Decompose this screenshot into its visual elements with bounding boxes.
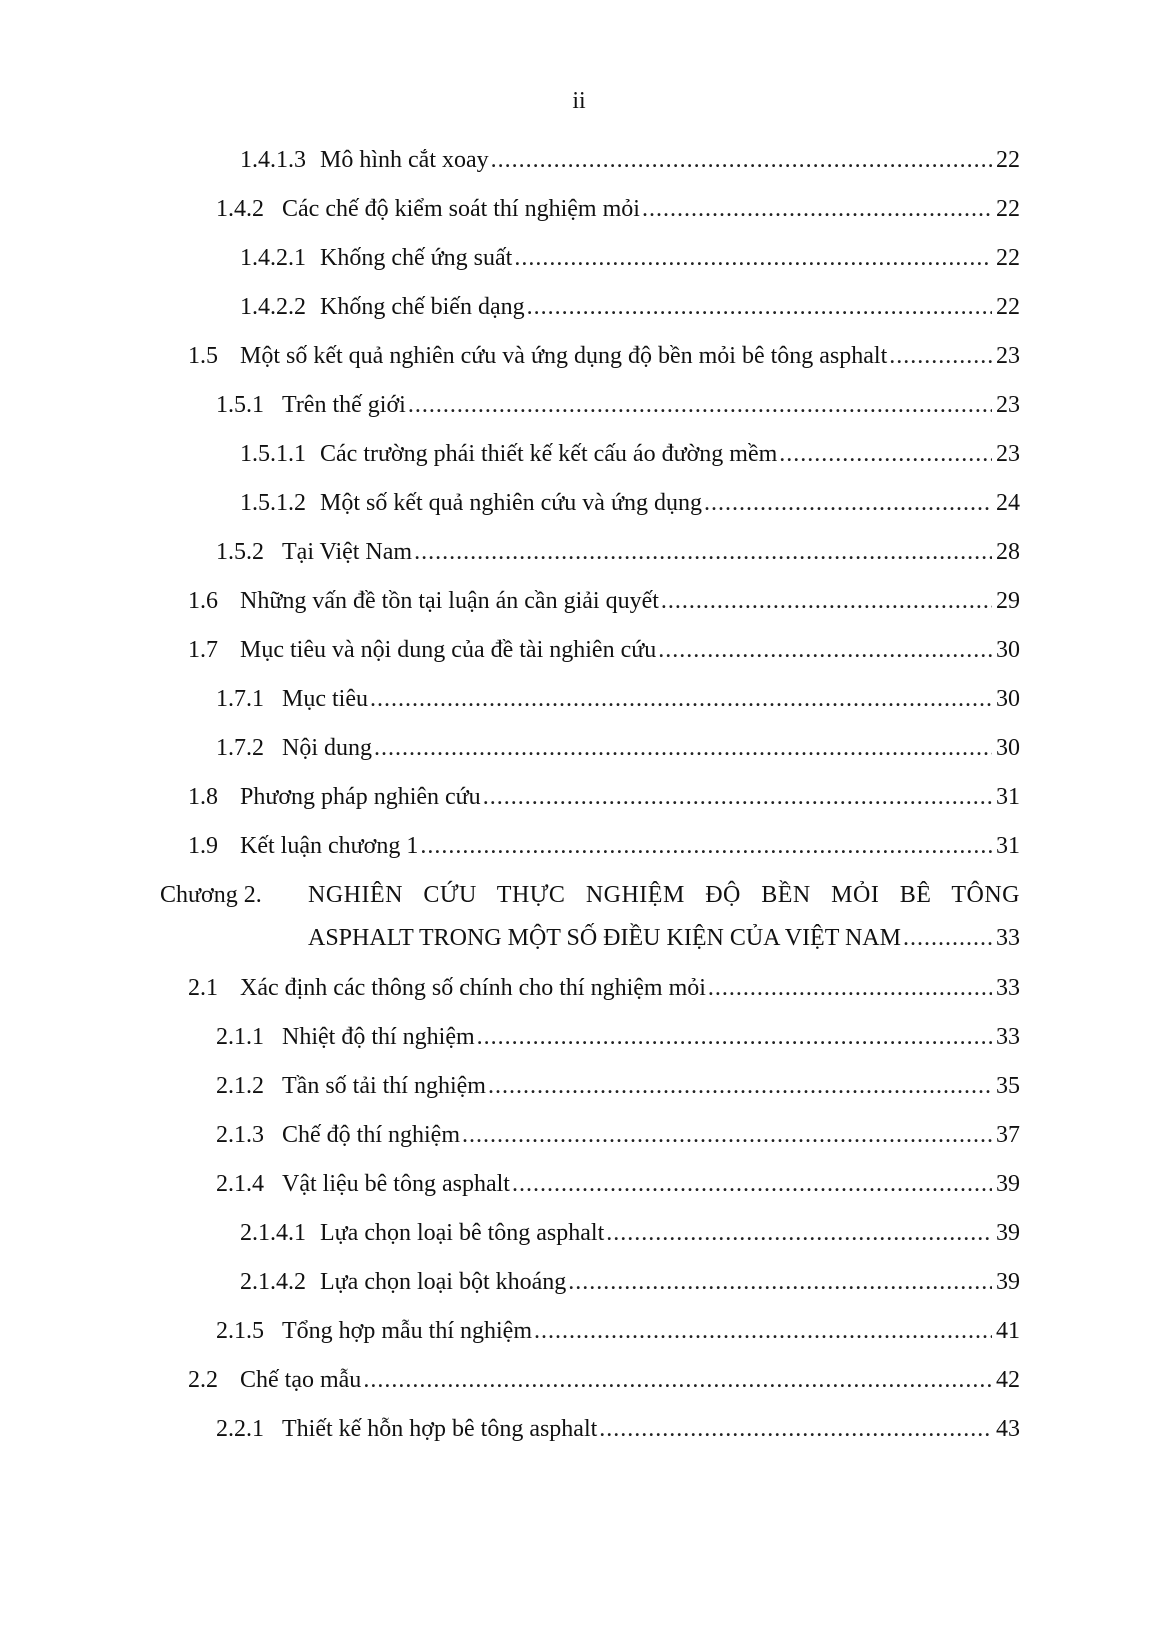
toc-entry-title: Các trường phái thiết kế kết cấu áo đường mềm [320,441,778,467]
toc-leader-dots [363,1360,992,1400]
toc-entry[interactable] [188,968,1020,1008]
toc-entry-number: 1.5.1.1 [240,441,306,467]
toc-leader-dots [534,1311,992,1351]
toc-entry-title: Trên thế giới [282,392,406,418]
toc-entry-number: 2.2 [188,1367,218,1393]
toc-entry-number: 1.8 [188,784,218,810]
toc-entry[interactable] [188,630,1020,670]
toc-entry-page: 41 [996,1318,1020,1344]
toc-entry-number: 1.4.2.1 [240,245,306,271]
toc-entry-title: Vật liệu bê tông asphalt [282,1171,510,1197]
toc-entry-title: Một số kết quả nghiên cứu và ứng dụng [320,490,702,516]
toc-entry[interactable] [188,336,1020,376]
toc-entry-page: 39 [996,1220,1020,1246]
toc-entry-page: 42 [996,1367,1020,1393]
toc-entry-title: Chế tạo mẫu [240,1367,362,1393]
toc-entry-title: Chế độ thí nghiệm [282,1122,460,1148]
toc-entry[interactable] [240,483,1020,523]
toc-entry[interactable] [188,581,1020,621]
toc-entry-number: 1.4.1.3 [240,147,306,173]
chapter-heading-continued[interactable] [308,918,1020,958]
toc-entry-title: Mục tiêu và nội dung của đề tài nghiên cứu [240,637,657,663]
toc-entry-page: 30 [996,686,1020,712]
toc-entry-page: 24 [996,490,1020,516]
toc-entry-title: Khống chế biến dạng [320,294,525,320]
toc-leader-dots [414,532,992,572]
toc-entry[interactable] [216,1066,1020,1106]
toc-entry-number: 1.4.2 [216,196,264,222]
toc-entry-number: 2.1.5 [216,1318,264,1344]
toc-entry[interactable] [188,826,1020,866]
toc-entry[interactable] [216,1115,1020,1155]
toc-entry[interactable] [216,1311,1020,1351]
chapter-page: 33 [996,925,1020,951]
toc-entry-page: 23 [996,392,1020,418]
toc-leader-dots [661,581,992,621]
toc-leader-dots [658,630,992,670]
toc-entry[interactable] [216,1017,1020,1057]
toc-entry-page: 30 [996,735,1020,761]
toc-entry-title: Xác định các thông số chính cho thí nghiệm mỏi [240,975,706,1001]
toc-leader-dots [514,238,992,278]
toc-entry-title: Những vấn đề tồn tại luận án cần giải quyết [240,588,659,614]
toc-entry-number: 2.1.3 [216,1122,264,1148]
toc-entry-page: 33 [996,1024,1020,1050]
toc-entry-number: 1.7.1 [216,686,264,712]
toc-entry-number: 2.1 [188,975,218,1001]
toc-entry-title: Lựa chọn loại bê tông asphalt [320,1220,605,1246]
toc-leader-dots [527,287,992,327]
toc-entry-number: 2.1.4.1 [240,1220,306,1246]
toc-leader-dots [606,1213,992,1253]
toc-leader-dots [370,679,992,719]
toc-leader-dots [779,434,992,474]
toc-entry-title: Phương pháp nghiên cứu [240,784,481,810]
toc-entry[interactable] [240,434,1020,474]
toc-entry-number: 2.1.2 [216,1073,264,1099]
toc-entry[interactable] [188,1360,1020,1400]
toc-leader-dots [889,336,992,376]
toc-entry[interactable] [240,1262,1020,1302]
toc-entry-number: 1.6 [188,588,218,614]
chapter-title-line1: NGHIÊN CỨU THỰC NGHIỆM ĐỘ BỀN MỎI BÊ TÔNG [308,882,1020,908]
toc-entry-page: 39 [996,1171,1020,1197]
toc-entry[interactable] [216,679,1020,719]
toc-leader-dots [420,826,992,866]
toc-entry-title: Lựa chọn loại bột khoáng [320,1269,567,1295]
toc-leader-dots [599,1409,992,1449]
toc-entry-number: 1.7 [188,637,218,663]
toc-entry-title: Nội dung [282,735,372,761]
toc-leader-dots [491,140,992,180]
toc-entry[interactable] [240,1213,1020,1253]
toc-entry-title: Thiết kế hỗn hợp bê tông asphalt [282,1416,598,1442]
toc-entry-number: 2.1.4 [216,1171,264,1197]
toc-entry-number: 1.5 [188,343,218,369]
toc-entry-number: 1.5.1 [216,392,264,418]
toc-entry-page: 43 [996,1416,1020,1442]
toc-leader-dots [642,189,992,229]
toc-entry-title: Tại Việt Nam [282,539,413,565]
toc-entry[interactable] [216,189,1020,229]
toc-entry-number: 1.9 [188,833,218,859]
toc-entry-page: 31 [996,784,1020,810]
toc-entry-title: Mục tiêu [282,686,368,712]
toc-leader-dots [477,1017,992,1057]
toc-leader-dots [408,385,992,425]
toc-entry-title: Nhiệt độ thí nghiệm [282,1024,475,1050]
toc-entry[interactable] [216,385,1020,425]
toc-leader-dots [374,728,992,768]
toc-entry-title: Kết luận chương 1 [240,833,419,859]
toc-entry[interactable] [240,287,1020,327]
toc-entry-page: 29 [996,588,1020,614]
toc-entry[interactable] [240,238,1020,278]
toc-entry-page: 22 [996,245,1020,271]
toc-entry-number: 2.2.1 [216,1416,264,1442]
toc-entry-number: 1.5.1.2 [240,490,306,516]
toc-leader-dots [483,777,992,817]
toc-leader-dots [462,1115,992,1155]
toc-entry-page: 35 [996,1073,1020,1099]
toc-entry-page: 22 [996,294,1020,320]
chapter-title-line2: ASPHALT TRONG MỘT SỐ ĐIỀU KIỆN CỦA VIỆT NAM [308,925,901,951]
toc-entry-page: 23 [996,441,1020,467]
toc-entry-page: 39 [996,1269,1020,1295]
toc-entry-title: Tần số tải thí nghiệm [282,1073,486,1099]
toc-entry[interactable] [188,777,1020,817]
toc-leader-dots [568,1262,992,1302]
toc-entry-page: 23 [996,343,1020,369]
page-number: ii [572,88,586,114]
toc-entry-page: 22 [996,196,1020,222]
toc-entry[interactable] [216,728,1020,768]
toc-leader-dots [704,483,992,523]
toc-entry[interactable] [240,140,1020,180]
toc-entry-page: 31 [996,833,1020,859]
toc-entry-number: 1.4.2.2 [240,294,306,320]
toc-entry-title: Mô hình cắt xoay [320,147,489,173]
toc-entry-number: 1.5.2 [216,539,264,565]
toc-leader-dots [488,1066,992,1106]
toc-entry-page: 30 [996,637,1020,663]
toc-entry-page: 22 [996,147,1020,173]
toc-entry-page: 28 [996,539,1020,565]
toc-entry-number: 1.7.2 [216,735,264,761]
toc-entry[interactable] [216,532,1020,572]
chapter-heading[interactable] [160,875,1020,915]
toc-leader-dots [903,918,992,958]
toc-entry-number: 2.1.4.2 [240,1269,306,1295]
toc-entry-page: 37 [996,1122,1020,1148]
toc-entry-title: Tổng hợp mẫu thí nghiệm [282,1318,532,1344]
toc-entry[interactable] [216,1164,1020,1204]
toc-leader-dots [708,968,992,1008]
toc-entry-title: Khống chế ứng suất [320,245,513,271]
toc-entry-page: 33 [996,975,1020,1001]
toc-entry-title: Các chế độ kiểm soát thí nghiệm mỏi [282,196,640,222]
toc-entry-title: Một số kết quả nghiên cứu và ứng dụng độ bền mỏi bê tông asphalt [240,343,888,369]
toc-entry-number: 2.1.1 [216,1024,264,1050]
toc-entry[interactable] [216,1409,1020,1449]
chapter-label: Chương 2. [160,882,262,908]
toc-leader-dots [512,1164,992,1204]
